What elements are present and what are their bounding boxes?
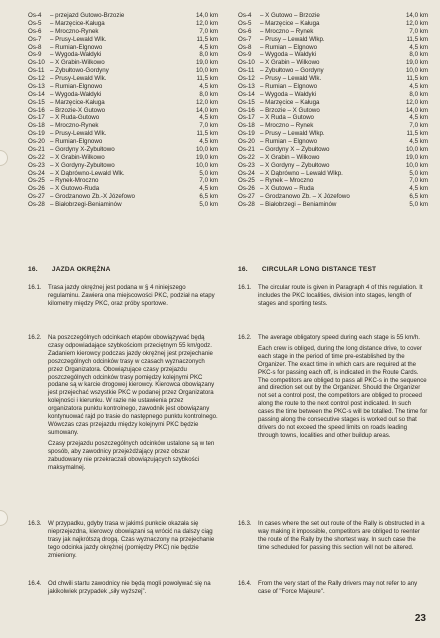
section-heading-english <box>238 266 428 273</box>
stage-row <box>238 67 428 75</box>
stage-distance: 8,0 km <box>199 90 218 98</box>
paragraph <box>238 520 428 552</box>
stage-distance: 19,0 km <box>195 59 218 67</box>
paragraph-number: 16.1. <box>28 284 42 291</box>
binder-hole-top <box>0 150 8 166</box>
stage-route: – Marzęcice-Kaługa <box>50 98 105 106</box>
stage-row <box>28 36 218 44</box>
stage-distance: 12,0 km <box>405 98 428 106</box>
stage-route: – X Gutowo-Ruda <box>50 185 100 193</box>
stage-route: – X Gutowo – Brzozie <box>260 12 320 19</box>
stage-row <box>28 91 218 99</box>
stage-row <box>28 28 218 36</box>
stage-route: – Gordyny X – Zybułtowo <box>260 145 330 153</box>
stage-code: Os-20 <box>238 138 255 145</box>
stage-route: – Prusy – Lewald Wlkp. <box>260 35 325 43</box>
stage-distance: 7,0 km <box>409 122 428 130</box>
stage-distance: 10,0 km <box>195 145 218 153</box>
paragraph-line: Each crew is obliged, during the long distance drive, to cover each stage in the period of time pre-established by the Organizer. The exact time in which cars are required at the PKC-s for passing each off, is indicated in the Route Cards. The competitors are obliged to pass all PKC-s in the sequence and direction set out by the Organizer. Should the Organizer not set a control post, the competitors are obliged to proceed along the route to the next control post indicated. In such cases the time between the PKC-s will be totalled. The time for passing along the consecutive stages is worked out so that drivers do not exceed the speed limits on roads leading through towns, localities and other buildup areas. <box>258 344 428 439</box>
stage-distance: 4,5 km <box>409 138 428 145</box>
stage-distance: 11,5 km <box>196 75 218 82</box>
paragraph-text <box>48 284 218 308</box>
stage-distance: 10,0 km <box>405 161 428 169</box>
stage-code: Os-14 <box>238 90 255 98</box>
stage-code: Os-5 <box>28 19 42 27</box>
stage-route: – X Gutowo – Ruda <box>260 185 315 193</box>
paragraph-line: Trasa jazdy okrężnej jest podana w § 4 niniejszego regulaminu. Zawiera ona miejscowości PKC, podział na etapy kilometry między PKC, oraz próby sportowe. <box>48 284 215 307</box>
stage-distance: 11,5 km <box>196 130 218 138</box>
stage-route: – X Ruda – Gutowo <box>260 114 315 122</box>
stage-route: – Rumian – Elgnowo <box>260 82 318 90</box>
stage-code: Os-13 <box>28 82 45 90</box>
stage-route: – Prusy-Lewald Wlk. <box>50 75 107 82</box>
paragraph <box>28 580 218 596</box>
stage-code: Os-11 <box>238 67 255 75</box>
page-number: 23 <box>414 613 426 624</box>
stage-row <box>28 75 218 83</box>
stage-row <box>28 67 218 75</box>
stage-row <box>28 114 218 122</box>
stage-code: Os-28 <box>238 201 255 208</box>
stage-distance: 10,0 km <box>195 161 218 169</box>
stage-code: Os-16 <box>28 106 45 114</box>
stage-route: – X Grabin – Wilkowo <box>260 59 320 67</box>
stage-row <box>28 170 218 178</box>
stage-route: – X Gordyny-Zybułtowo <box>50 161 115 169</box>
paragraph-text <box>258 520 428 552</box>
stage-route: – Wygoda – Wałdyki <box>260 51 317 59</box>
stage-code: Os-18 <box>28 122 45 130</box>
stage-route: – Gordyny X-Zybułtowo <box>50 145 115 153</box>
stage-code: Os-23 <box>238 161 255 169</box>
stage-code: Os-4 <box>28 12 42 19</box>
stage-distance: 11,5 km <box>196 35 218 43</box>
stage-row <box>238 44 428 52</box>
stage-code: Os-9 <box>238 51 252 59</box>
stage-row <box>238 91 428 99</box>
stage-list-english <box>238 12 428 209</box>
stage-code: Os-4 <box>238 12 252 19</box>
paragraph-number: 16.4. <box>238 580 252 587</box>
stage-row <box>238 122 428 130</box>
stage-code: Os-19 <box>238 130 255 138</box>
paragraph-line: The average obligatory speed during each stage is 55 km/h. <box>258 334 420 341</box>
stage-distance: 7,0 km <box>199 27 218 35</box>
stage-route: – X Gordyny – Zybułtowo <box>260 161 330 169</box>
stage-route: – Mroczno – Rynek <box>260 122 314 130</box>
stage-row <box>28 99 218 107</box>
stage-row <box>238 146 428 154</box>
stage-distance: 8,0 km <box>199 51 218 59</box>
stage-row <box>238 177 428 185</box>
stage-row <box>28 83 218 91</box>
stage-distance: 8,0 km <box>409 90 428 98</box>
stage-route: – Grodzanowo Zb.-X Józefowo <box>50 193 135 201</box>
stage-row <box>238 201 428 209</box>
stage-distance: 4,5 km <box>199 114 218 122</box>
stage-route: – Rumian-Elgnowo <box>50 82 103 90</box>
stage-code: Os-14 <box>28 90 45 98</box>
stage-row <box>28 201 218 209</box>
stage-distance: 11,5 km <box>406 75 428 82</box>
stage-row <box>238 99 428 107</box>
stage-distance: 10,0 km <box>405 67 428 75</box>
stage-row <box>238 36 428 44</box>
paragraph <box>238 334 428 440</box>
paragraph <box>238 580 428 596</box>
stage-distance: 4,5 km <box>409 43 428 51</box>
stage-code: Os-15 <box>28 98 45 106</box>
stage-row <box>28 59 218 67</box>
stage-row <box>28 51 218 59</box>
stage-distance: 6,5 km <box>199 193 218 201</box>
stage-row <box>238 75 428 83</box>
stage-row <box>28 20 218 28</box>
paragraph-line: From the very start of the Rally drivers may not refer to any case of "Force Majeure". <box>258 580 418 595</box>
stage-code: Os-24 <box>28 169 45 177</box>
stage-distance: 12,0 km <box>405 19 428 27</box>
stage-code: Os-6 <box>28 27 42 35</box>
stage-route: – Zybułtowo – Gordyny <box>260 67 324 75</box>
stage-code: Os-24 <box>238 169 255 177</box>
stage-route: – Rumian-Elgnowo <box>50 43 103 51</box>
stage-route: – Mroczno-Rynek <box>50 27 99 35</box>
stage-route: – X Grabin-Wilkowo <box>50 59 105 67</box>
stage-distance: 5,0 km <box>199 201 218 208</box>
stage-route: – Białobrzegi – Beniaminów <box>260 201 337 208</box>
stage-distance: 4,5 km <box>409 114 428 122</box>
paragraph-text <box>258 334 428 440</box>
stage-route: – X Ruda-Gutowo <box>50 114 100 122</box>
paragraph <box>28 520 218 560</box>
stage-distance: 7,0 km <box>409 177 428 185</box>
stage-route: – Wygoda – Wałdyki <box>260 90 317 98</box>
stage-row <box>238 51 428 59</box>
stage-route: – Białobrzegi-Beniaminów <box>50 201 122 208</box>
stage-distance: 4,5 km <box>409 82 428 90</box>
stage-list-polish <box>28 12 218 209</box>
paragraph-line: In cases where the set out route of the Rally is obstructed in a way making it impossible, competitors are obliged to reenter the route of the Rally by the shortest way. In such case the time scheduled for passing this section will not be altered. <box>258 520 425 551</box>
stage-row <box>28 44 218 52</box>
paragraph <box>28 334 218 471</box>
stage-route: – Wygoda-Wałdyki <box>50 90 102 98</box>
stage-route: – Zybułtowo-Gordyny <box>50 67 109 75</box>
paragraph-text <box>48 334 218 471</box>
stage-code: Os-21 <box>28 145 45 153</box>
stage-distance: 7,0 km <box>409 27 428 35</box>
stage-route: – Grodzanowo Zb. – X Józefowo <box>260 193 350 201</box>
stage-route: – Brzozie-X Gutowo <box>50 106 106 114</box>
stage-distance: 12,0 km <box>195 98 218 106</box>
stage-distance: 11,5 km <box>406 35 428 43</box>
stage-route: – X Dąbrówno – Lewald Wlkp. <box>260 169 343 177</box>
stage-distance: 19,0 km <box>405 153 428 161</box>
stage-distance: 14,0 km <box>195 106 218 114</box>
stage-distance: 7,0 km <box>199 122 218 130</box>
stage-route: – X Grabin – Wilkowo <box>260 153 320 161</box>
stage-code: Os-22 <box>238 153 255 161</box>
stage-route: – Prusy – Lewald Wlkp. <box>260 130 325 138</box>
stage-code: Os-11 <box>28 67 45 75</box>
stage-row <box>238 83 428 91</box>
stage-row <box>238 28 428 36</box>
stage-distance: 10,0 km <box>405 145 428 153</box>
stage-route: – Rynek – Mroczno <box>260 177 314 185</box>
stage-row <box>28 162 218 170</box>
stage-code: Os-15 <box>238 98 255 106</box>
paragraph-number: 16.3. <box>28 520 42 527</box>
stage-code: Os-12 <box>28 75 45 82</box>
stage-code: Os-6 <box>238 27 252 35</box>
section-heading-polish <box>28 266 218 273</box>
stage-row <box>28 193 218 201</box>
stage-row <box>238 59 428 67</box>
stage-distance: 8,0 km <box>409 51 428 59</box>
stage-code: Os-27 <box>238 193 255 201</box>
paragraph-line: Na poszczególnych odcinkach etapów obowiązywać będą czasy odpowiadające szybkościom przeciętnym 55 km/godz. Zadaniem kierowcy podczas jazdy okrężnej jest przejechanie poszczególnych odcinków trasy w czasach wyznaczonych przez Organizatora. Obowiązujące czasy przejazdu poszczególnych odcinków trasy pomiędzy kolejnymi PKC podane są w karcie drogowej kierowcy. Kierowca obowiązany jest przejechać wszystkie PKC w podanej przez Organizatora kolejności i kierunku. W razie nie ustawienia przez organizatora punktu kontrolnego, zawodnik jest obowiązany kontynuować rajd po trasie do następnego punktu kontrolnego. Wówczas czas przejazdu między kolejnymi PKC będzie sumowany. <box>48 334 218 436</box>
stage-code: Os-8 <box>238 43 252 51</box>
stage-route: – Prusy – Lewald Wlk. <box>260 75 322 82</box>
paragraph-text <box>48 520 218 560</box>
stage-row <box>238 114 428 122</box>
section-title: CIRCULAR LONG DISTANCE TEST <box>261 266 377 273</box>
stage-route: – Rumian – Elgnowo <box>260 43 318 51</box>
stage-route: – przejazd Gutowo-Brzozie <box>50 12 125 19</box>
paragraph-number: 16.4. <box>28 580 42 587</box>
stage-row <box>28 185 218 193</box>
stage-code: Os-18 <box>238 122 255 130</box>
stage-row <box>238 107 428 115</box>
stage-distance: 10,0 km <box>195 67 218 75</box>
stage-row <box>238 138 428 146</box>
stage-row <box>28 12 218 20</box>
stage-code: Os-20 <box>28 138 45 145</box>
stage-distance: 14,0 km <box>405 12 428 19</box>
stage-code: Os-26 <box>238 185 255 193</box>
stage-route: – Rumian – Elgnowo <box>260 138 318 145</box>
stage-row <box>28 154 218 162</box>
stage-row <box>28 107 218 115</box>
stage-route: – Rynek-Mroczno <box>50 177 99 185</box>
paragraph-number: 16.3. <box>238 520 252 527</box>
stage-route: – Marzęcice – Kaługa <box>260 19 320 27</box>
paragraph-number: 16.2. <box>238 334 252 341</box>
stage-distance: 14,0 km <box>195 12 218 19</box>
stage-distance: 5,0 km <box>409 169 428 177</box>
stage-code: Os-9 <box>28 51 42 59</box>
stage-row <box>28 138 218 146</box>
stage-route: – Mroczno – Rynek <box>260 27 314 35</box>
section-title: JAZDA OKRĘŻNA <box>51 266 111 273</box>
paragraph-number: 16.1. <box>238 284 252 291</box>
stage-row <box>238 162 428 170</box>
stage-code: Os-17 <box>238 114 255 122</box>
stage-row <box>28 130 218 138</box>
stage-distance: 7,0 km <box>199 177 218 185</box>
stage-code: Os-7 <box>28 35 42 43</box>
stage-distance: 14,0 km <box>405 106 428 114</box>
stage-route: – Marzęcice-Kaługa <box>50 19 105 27</box>
stage-code: Os-21 <box>238 145 255 153</box>
stage-distance: 4,5 km <box>199 185 218 193</box>
stage-route: – X Grabin-Wilkowo <box>50 153 105 161</box>
stage-code: Os-7 <box>238 35 252 43</box>
stage-distance: 19,0 km <box>195 153 218 161</box>
stage-row <box>238 185 428 193</box>
stage-distance: 5,0 km <box>409 201 428 208</box>
paragraph-text <box>48 580 218 596</box>
binder-hole-bottom <box>0 510 8 526</box>
paragraph-line: Od chwili startu zawodnicy nie będą mogli powoływać się na jakikolwiek przypadek „siły wyższej”. <box>48 580 211 595</box>
section-number: 16. <box>28 266 38 273</box>
stage-code: Os-8 <box>28 43 42 51</box>
stage-route: – Prusy-Lewald Wlk. <box>50 130 107 138</box>
section-number: 16. <box>238 266 248 273</box>
stage-code: Os-23 <box>28 161 45 169</box>
stage-distance: 11,5 km <box>406 130 428 138</box>
stage-row <box>28 146 218 154</box>
paragraph-number: 16.2. <box>28 334 42 341</box>
stage-distance: 4,5 km <box>409 185 428 193</box>
stage-route: – Brzozie – X Gutowo <box>260 106 320 114</box>
stage-code: Os-28 <box>28 201 45 208</box>
stage-row <box>238 193 428 201</box>
stage-distance: 4,5 km <box>199 82 218 90</box>
paragraph-line: Czasy przejazdu poszczególnych odcinków ustalone są w ten sposób, aby zawodnicy przejeżdżający przez obszar zabudowany nie przekraczali obowiązujących szybkości maksymalnej. <box>48 439 215 471</box>
paragraph-line: The circular route is given in Paragraph 4 of this regulation. It includes the PKC localities, division into stages, length of stages and sporting tests. <box>258 284 423 307</box>
paragraph <box>28 284 218 308</box>
stage-route: – X Dąbrówno-Lewald Wlk. <box>50 169 125 177</box>
paragraph <box>238 284 428 308</box>
stage-code: Os-25 <box>238 177 255 185</box>
stage-distance: 5,0 km <box>199 169 218 177</box>
stage-row <box>238 154 428 162</box>
stage-route: – Rumian-Elgnowo <box>50 138 103 145</box>
stage-row <box>238 170 428 178</box>
stage-code: Os-19 <box>28 130 45 138</box>
stage-code: Os-12 <box>238 75 255 82</box>
stage-code: Os-10 <box>28 59 45 67</box>
stage-code: Os-22 <box>28 153 45 161</box>
stage-route: – Wygoda-Wałdyki <box>50 51 102 59</box>
stage-distance: 19,0 km <box>405 59 428 67</box>
stage-code: Os-26 <box>28 185 45 193</box>
stage-code: Os-17 <box>28 114 45 122</box>
stage-distance: 12,0 km <box>195 19 218 27</box>
stage-row <box>238 20 428 28</box>
stage-row <box>28 122 218 130</box>
stage-distance: 4,5 km <box>199 138 218 145</box>
stage-code: Os-13 <box>238 82 255 90</box>
stage-distance: 4,5 km <box>199 43 218 51</box>
stage-route: – Marzęcice – Kaługa <box>260 98 320 106</box>
stage-route: – Mroczno-Rynek <box>50 122 99 130</box>
paragraph-text <box>258 284 428 308</box>
stage-code: Os-27 <box>28 193 45 201</box>
paragraph-text <box>258 580 428 596</box>
stage-distance: 6,5 km <box>409 193 428 201</box>
stage-code: Os-5 <box>238 19 252 27</box>
stage-code: Os-16 <box>238 106 255 114</box>
stage-route: – Prusy-Lewald Wlk. <box>50 35 107 43</box>
stage-code: Os-25 <box>28 177 45 185</box>
stage-row <box>28 177 218 185</box>
stage-code: Os-10 <box>238 59 255 67</box>
stage-row <box>238 130 428 138</box>
paragraph-line: W przypadku, gdyby trasa w jakimś punkcie okazała się nieprzejezdna, kierowcy obowiązani są wrócić na dalszy ciąg trasy jak najkrótszą drogą. Czas wyznaczony na przejechanie tego odcinka jazdy okrężnej (pomiędzy PKC) nie będzie zmieniony. <box>48 520 215 559</box>
stage-row <box>238 12 428 20</box>
